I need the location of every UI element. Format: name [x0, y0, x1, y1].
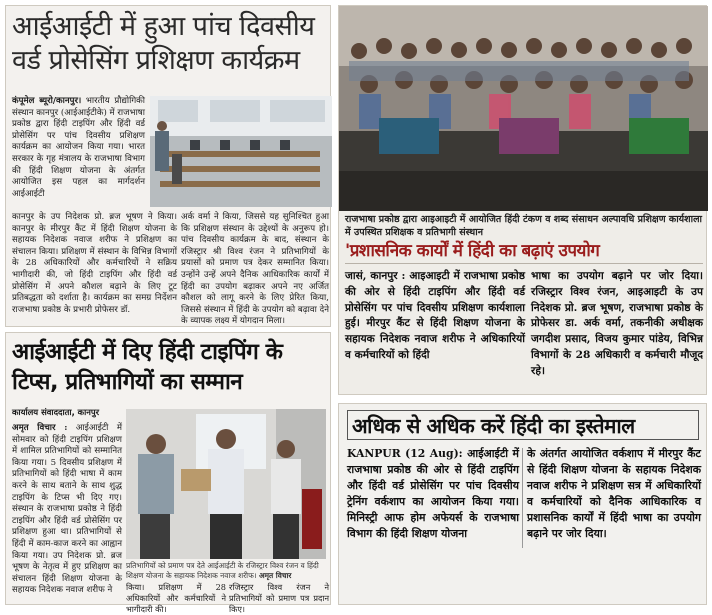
article-column-2: कानपुर के उप निदेशक प्रो. ब्रज भूषण ने किया। कानपुर के मीरपुर कैंट में हिंदी शिक्षण योजना के सहायक निदेशक नवाज शरीफ ने प्रशिक्षण का संचालन किया। प्रशिक्षण में संस्थान के विभिन्न विभागों के 28 अधिकारियों और कर्मचारियों ने सक्रिय भागीदारी की, जो हिंदी टाइपिंग और हिंदी वर्ड प्रोसेसिंग में अपने कौशल बढ़ाने के लिए टूट प्रतिबद्धता को दर्शाता है। कार्यक्रम का समग्र निर्देशन राजभाषा प्रकोष्ठ के प्रभारी प्रोफेसर डॉ. [12, 212, 177, 315]
clipping-headline: आईआईटी में दिए हिंदी टाइपिंग के टिप्स, प्रतिभागियों का सम्मान [12, 339, 283, 395]
caption-credit: संस्थान [459, 227, 483, 238]
news-clipping-use-more-hindi [338, 403, 707, 605]
news-clipping-administrative-hindi [338, 5, 707, 395]
article-text: भारतीय प्रौद्योगिकी संस्थान कानपुर (आईआईटीके) में राजभाषा प्रकोष्ठ द्वारा हिंदी टाइपिंग और हिंदी वर्ड प्रोसेसिंग पर पांच दिवसीय प्रशिक्षण कार्यक्रम का आयोजन किया गया। भारत सरकार के गृह मंत्रालय के राजभाषा विभाग की हिंदी शिक्षण योजना के अंतर्गत आयोजित इस पहल का मार्गदर्शन आईआईटी [12, 96, 145, 199]
clipping-headline: आईआईटी में हुआ पांच दिवसीय वर्ड प्रोसेसिंग प्रशिक्षण कार्यक्रम [12, 11, 315, 76]
article-column-3: अर्क वर्मा ने किया, जिससे यह सुनिश्चित हुआ कि प्रशिक्षण संस्थान के उद्देश्यों के अनुरूप हो। पांच दिवसीय कार्यक्रम के बाद, संस्थान के रजिस्ट्रार श्री विश्व रंजन ने प्रतिभागियों के प्रयासों को प्रमाण पत्र देकर सम्मानित किया। उन्होंने उन्हें अपने दैनिक आधिकारिक कार्यों में हिंदी का उपयोग बढ़ाकर अपने नए अर्जित कौशल को लागू करने के लिए प्रेरित किया, जिससे संस्थान में हिंदी के उपयोग को बढ़ावा देने के व्यापक लक्ष्य में योगदान मिला। [181, 212, 329, 327]
article-text: आईआईटी में राजभाषा प्रकोष्ठ की ओर से हिंदी टाइपिंग और हिंदी वर्ड प्रोसेसिंग पर पांच दिवसीय ट्रेनिंग वर्कशाप का आयोजन किया गया। मिनिस्ट्री आफ होम अफेयर्स के राजभाषा विभाग की हिंदी शिक्षण योजना [347, 447, 519, 540]
group-photo [339, 6, 708, 211]
caption-text: राजभाषा प्रकोष्ठ द्वारा आइआइटी में आयोजित हिंदी टंकण व शब्द संसाधन अल्पावधि प्रशिक्षण कार्यशाला में उपस्थित प्रशिक्षक व प्रतिभागी [345, 214, 702, 238]
column-divider [522, 448, 523, 548]
office-byline: कार्यालय संवाददाता, कानपुर [12, 407, 100, 417]
news-clipping-typing-tips [5, 332, 331, 614]
clipping-headline: अधिक से अधिक करें हिंदी का इस्तेमाल [347, 410, 699, 440]
article-column-2: भाषा का उपयोग बढ़ाने पर जोर दिया। रजिस्ट्रार विश्व रंजन, आइआइटी के उप निदेशक प्रो. ब्रज भूषण, राजभाषा प्रकोष्ठ के प्रोफेसर डा. अर्क वर्मा, तकनीकी अधीक्षक जगदीश प्रसाद, विजय कुमार पांडेय, विभिन्न विभागों के 28 अधिकारी व कर्मचारी मौजूद रहे। [531, 270, 703, 377]
article-column-3: रजिस्ट्रार विश्व रंजन ने प्रतिभागियों को प्रमाण पत्र प्रदान किए। [229, 582, 329, 614]
article-column-2: किया। प्रशिक्षण में 28 अधिकारियों और कर्मचारियों ने भागीदारी की। [126, 582, 226, 614]
caption-credit: अमृत विचार [258, 570, 292, 580]
photo-caption [126, 561, 326, 580]
certificate-ceremony-photo [126, 409, 326, 559]
article-column-1 [12, 423, 122, 597]
article-column-2: के अंतर्गत आयोजित वर्कशाप में मीरपुर कैंट से हिंदी शिक्षण योजना के सहायक निदेशक नवाज शरीफ ने प्रशिक्षण सत्र में अधिकारियों व कर्मचारियों को दैनिक आधिकारिक व प्रशासनिक कार्यों में हिंदी भाषा का उपयोग बढ़ाने पर जोर दिया। [527, 447, 701, 540]
photo-caption [345, 213, 703, 239]
article-column-1 [12, 96, 145, 200]
training-hall-photo [150, 96, 332, 207]
article-column-1 [347, 446, 519, 542]
article-column-1: जासं, कानपुर : आइआइटी में राजभाषा प्रकोष्ठ की ओर से हिंदी टाइपिंग और हिंदी वर्ड प्रोसेसिंग पर पांच दिवसीय प्रशिक्षण कार्यशाला हुई। मीरपुर कैंट से हिंदी शिक्षण योजना के सहायक निदेशक नवाज शरीफ ने अधिकारियों व कर्मचारियों को हिंदी [345, 270, 525, 361]
article-text: आईआईटी में सोमवार को हिंदी टाइपिंग प्रशिक्षण में शामिल प्रतिभागियों को सम्मानित किया गया। 5 दिवसीय प्रशिक्षण में प्रतिभागियों को हिंदी भाषा में काम करने के साथ बताने के साथ शुद्ध टाइपिंग के टिप्स भी दिए गए। संस्थान के राजभाषा प्रकोष्ठ ने हिंदी टाइपिंग और हिंदी वर्ड प्रोसेसिंग पर प्रशिक्षण हुआ था। प्रतिभागियों से हिंदी में काम-काज करने का आह्वान किया गया। उप निदेशक प्रो. ब्रज भूषण के नेतृत्व में हुए प्रशिक्षण का संचालन हिंदी शिक्षण योजना के सहायक निदेशक नवाज शरीफ ने [12, 423, 122, 596]
article-byline: कंपूमेल ब्यूरो/कानपुर। [12, 96, 82, 106]
article-byline: अमृत विचार : [12, 423, 68, 433]
news-clipping-word-processing-training [5, 5, 331, 327]
caption-text: प्रतिभागियों को प्रमाण पत्र देते आईआईटी के रजिस्ट्रार विश्व रंजन व हिंदी शिक्षण योजना के सहायक निदेशक नवाज शरीफ। [126, 561, 319, 580]
divider [345, 263, 703, 264]
clipping-headline: 'प्रशासनिक कार्यों में हिंदी का बढ़ाएं उपयोग [345, 241, 600, 261]
article-dateline: KANPUR (12 Aug): [347, 447, 463, 460]
